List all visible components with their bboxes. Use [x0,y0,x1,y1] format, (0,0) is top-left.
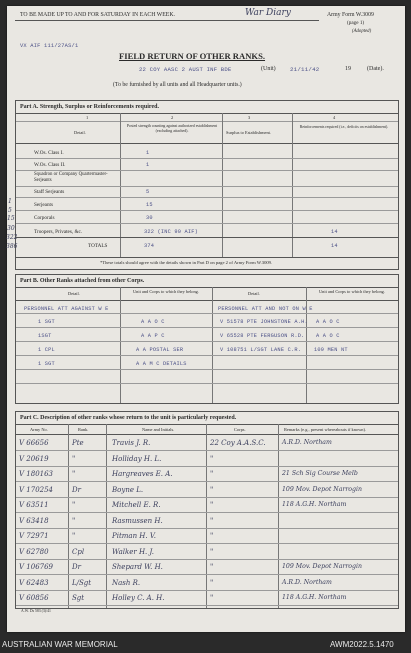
part-c-cell-corps: " [210,594,214,602]
part-b-row: A A O C [316,319,340,325]
part-c-cell-remarks: 109 Mov. Depot Narrogin [282,563,362,570]
part-a-title: Part A. Strength, Surplus or Reinforcements required. [20,104,159,110]
part-c-cell-no: V 60856 [19,594,49,602]
part-b-row: A A O C [141,319,165,325]
col-header-army-no: Army No. [30,427,48,432]
part-b-row: 109 MEN NT [314,347,348,353]
col-number-1: 1 [86,115,89,120]
unit-name: 22 COY AASC 2 AUST INF BDE [139,66,232,73]
margin-number: 1 [8,198,12,205]
row-rule [16,574,398,575]
row-posted-wo2: 1 [146,162,150,168]
part-b-section [15,274,399,404]
part-c-cell-no: V 106769 [19,563,54,571]
col-header-posted: Posted strength counting against authorized establishment (excluding attached). [126,124,218,133]
row-posted-wo1: 1 [146,150,150,156]
part-c-cell-corps: " [210,547,214,556]
year-prefix: 19 [345,66,351,72]
row-rule [16,450,398,451]
part-c-cell-name: Travis J. R. [112,439,151,447]
row-posted-serjeants: 15 [146,202,153,208]
part-c-title: Part C. Description of other ranks whose return to the unit is particularly requested. [20,415,237,421]
part-b-row: 1 SGT [38,319,55,325]
form-page [7,6,405,632]
margin-number: 5 [8,207,12,214]
part-b-row: 1 SGT [38,361,55,367]
margin-number: 322 [6,234,18,241]
part-c-cell-rank: Dr [72,563,81,571]
col-header-detail: Detail. [68,291,80,296]
row-rule [16,590,398,591]
row-rule [16,528,398,529]
part-c-cell-remarks: A.R.D. Northam [282,439,332,446]
part-c-cell-remarks: 118 A.G.H. Northam [282,594,347,601]
part-b-title: Part B. Other Ranks attached from other Corps. [20,278,145,284]
handwritten-note: War Diary [245,8,291,18]
part-b-row: V 51578 PTE JOHNSTONE A.H. [220,319,308,325]
header-rule [15,20,319,21]
col-number-2: 2 [171,115,174,120]
col-header-unit-corps: Unit and Corps to which they belong. [319,289,385,294]
col-header-name: Name and Initials. [142,427,175,432]
part-c-cell-rank: Cpl [72,547,85,556]
part-c-cell-rank: " [72,501,76,509]
col-header-unit-corps: Unit and Corps to which they belong. [133,289,199,294]
submission-instruction: TO BE MADE UP TO AND FOR SATURDAY IN EACH WEEK. [20,12,175,18]
part-b-row: PERSONNEL ATT AGAINST W E [24,306,109,312]
return-date: 21/11/42 [290,66,320,73]
row-rule [16,481,398,482]
row-posted-staff-serjeants: 5 [146,189,150,195]
part-c-cell-corps: " [210,501,214,509]
part-c-cell-no: V 170254 [19,485,54,494]
part-c-cell-no: V 63511 [19,501,49,509]
part-c-cell-name: Holley C. A. H. [112,594,165,602]
part-c-cell-no: V 62780 [19,547,49,556]
part-c-cell-corps: " [210,470,214,478]
part-c-cell-no: V 20619 [19,454,49,463]
part-c-cell-rank: " [72,516,76,525]
part-c-cell-rank: " [72,470,76,478]
part-c-cell-corps: 22 Coy A.A.S.C. [210,439,266,447]
row-label-wo1: W.Os. Class I. [34,150,64,156]
part-c-cell-remarks: A.R.D. Northam [282,578,332,586]
unit-label: (Unit) [261,66,276,72]
totals-reinf: 14 [331,243,338,249]
part-c-cell-corps: " [210,454,214,463]
row-rule [16,605,398,606]
adopted-label: (Adopted) [352,29,372,34]
part-c-cell-no: V 62483 [19,578,49,587]
totals-label: TOTALS [88,243,108,249]
form-subtitle: (To be furnished by all units and all Headquarter units.) [113,82,242,88]
col-header-corps: Corps. [234,427,246,432]
part-c-cell-name: Boyne L. [112,485,144,494]
part-c-cell-rank: Dr [72,485,81,494]
row-rule [16,466,398,467]
date-label: (Date). [367,66,384,72]
part-c-cell-no: V 180163 [19,470,54,478]
part-b-row: PERSONNEL ATT AND NOT ON W E [218,306,313,312]
part-b-row: V 108751 L/SGT LANE C.R. [220,347,302,353]
row-label-corporals: Corporals [34,215,55,221]
col-header-rank: Rank. [78,427,89,432]
part-b-row: A A O C [316,333,340,339]
col-number-4: 4 [333,115,336,120]
archive-footer [0,636,411,653]
part-b-row: 1 CPL [38,347,55,353]
col-number-3: 3 [248,115,251,120]
part-c-section [15,411,399,609]
part-c-cell-rank: Pte [72,439,84,447]
part-a-footnote: *These totals should agree with the details shown in Part D on page 2 of Army Form W.3009. [100,260,273,265]
part-c-cell-name: Walker H. J. [112,547,154,556]
page-title: FIELD RETURN OF OTHER RANKS. [119,51,266,61]
part-b-row: V 65528 PTE FERGUSON R.D. [220,333,305,339]
row-rule [16,497,398,498]
totals-posted: 374 [144,243,155,249]
row-label-wo2: W.Os. Class II. [34,162,66,168]
col-header-surplus: Surplus to Establishment. [226,130,272,135]
col-header-detail: Detail. [74,130,86,135]
print-code: A.W. Ds 583 (3)/41 [21,609,51,613]
col-header-detail: Detail. [248,291,260,296]
part-b-row: 1SGT [38,333,52,339]
part-c-cell-no: V 72971 [19,532,49,540]
part-c-cell-rank: " [72,532,76,540]
col-header-remarks: Remarks (e.g., present whereabouts if known). [284,427,367,432]
part-c-cell-name: Shepard W. H. [112,563,163,571]
part-c-cell-corps: " [210,578,214,587]
col-header-reinforcements: Reinforcements required (i.e., deficits on establishment). [299,125,389,129]
part-c-cell-corps: " [210,563,214,571]
margin-number: 386 [6,243,18,250]
row-rule [16,543,398,544]
row-rule [16,512,398,513]
part-c-cell-name: Mitchell E. R. [112,501,161,509]
row-posted-corporals: 30 [146,215,153,221]
archive-reference: AWM2022.5.1470 [330,640,394,649]
part-c-cell-corps: " [210,532,214,540]
row-posted-troopers: 322 (INC 90 AIF) [144,229,199,235]
part-c-cell-rank: Sgt [72,594,85,602]
part-c-cell-name: Holliday H. L. [112,454,162,463]
margin-number: 15 [7,215,15,222]
part-c-cell-name: Rasmussen H. [112,516,163,525]
row-label-serjeants: Serjeants [34,202,54,208]
part-c-cell-rank: L/Sgt [72,578,92,587]
part-c-cell-remarks: 118 A.G.H. Northam [282,501,347,508]
part-c-cell-remarks: 21 Sch Sig Course Melb [282,470,358,477]
page-indicator: (page 1) [347,20,365,26]
row-label-staff-serjeants: Staff Serjeants [34,189,65,195]
unit-code: VX AIF 111/27AS/1 [20,43,79,49]
row-label-troopers: Troopers, Privates, &c. [34,229,83,235]
part-b-row: A A P C [141,333,165,339]
part-c-cell-no: V 63418 [19,516,49,525]
part-c-cell-corps: " [210,516,214,525]
part-c-cell-no: V 66656 [19,439,49,447]
part-c-cell-name: Hargreaves E. A. [112,470,173,478]
part-a-section [15,100,399,270]
part-c-cell-corps: " [210,485,214,494]
part-c-cell-name: Pitman H. V. [112,532,156,540]
form-number: Army Form W.3009 [327,12,374,18]
part-c-cell-name: Nash R. [112,578,141,587]
archive-name: AUSTRALIAN WAR MEMORIAL [2,640,118,649]
margin-number: 30 [7,225,15,232]
row-reinf-troopers: 14 [331,229,338,235]
part-b-row: A A POSTAL SER [136,347,184,353]
part-c-cell-remarks: 109 Mov. Depot Narrogin [282,485,362,493]
row-rule [16,559,398,560]
part-b-row: A A M C DETAILS [136,361,187,367]
row-label-cqms: Squadron or Company Quartermaster-Serjeants [34,172,108,183]
part-c-cell-rank: " [72,454,76,463]
